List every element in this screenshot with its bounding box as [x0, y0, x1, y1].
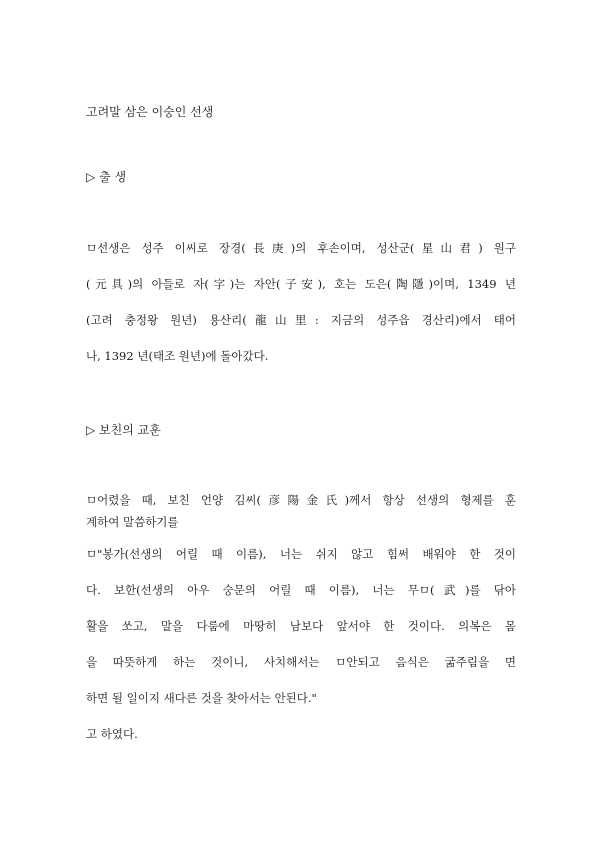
paragraph-line: 을 따뜻하게 하는 것이니, 사치해서는 ㅁ안되고 음식은 굶주림을 면: [86, 655, 516, 669]
paragraph-line: ㅁ어렸을 때, 보친 언양 김씨(彦陽金氏)께서 항상 선생의 형제를 훈: [86, 493, 516, 507]
paragraph-line: 계하여 말씀하기를: [86, 515, 179, 529]
paragraph-line: ㅁ"봉가(선생의 어릴 때 이름), 너는 쉬지 않고 힘써 배워야 한 것이: [86, 547, 516, 561]
section-heading-mother-teaching: ▷ 보친의 교훈: [86, 423, 161, 437]
paragraph-line: 다. 보한(선생의 아우 숭문의 어릴 때 이름), 너는 무ㅁ(武)를 닦아: [86, 583, 516, 597]
document-title: 고려말 삼은 이숭인 선생: [86, 105, 214, 119]
section-heading-birth: ▷ 출 생: [86, 170, 127, 184]
paragraph-line: 하면 될 일이지 새다른 것을 찾아서는 안된다.": [86, 691, 317, 705]
paragraph-line: 고 하였다.: [86, 727, 138, 741]
paragraph-line: 나, 1392 년(태조 원년)에 돌아갔다.: [86, 349, 269, 363]
paragraph-line: 활을 쏘고, 말을 다룸에 마땅히 남보다 앞서야 한 것이다. 의복은 몸: [86, 619, 516, 633]
paragraph-line: ㅁ선생은 성주 이씨로 장경(長庚)의 후손이며, 성산군(星山君) 원구: [86, 241, 516, 255]
paragraph-line: (元具)의 아들로 자(字)는 자안(子安), 호는 도은(陶隱)이며, 1349 년: [86, 277, 516, 291]
paragraph-line: (고려 충정왕 원년) 용산리(龍山里: 지금의 성주읍 경산리)에서 태어: [86, 313, 516, 327]
